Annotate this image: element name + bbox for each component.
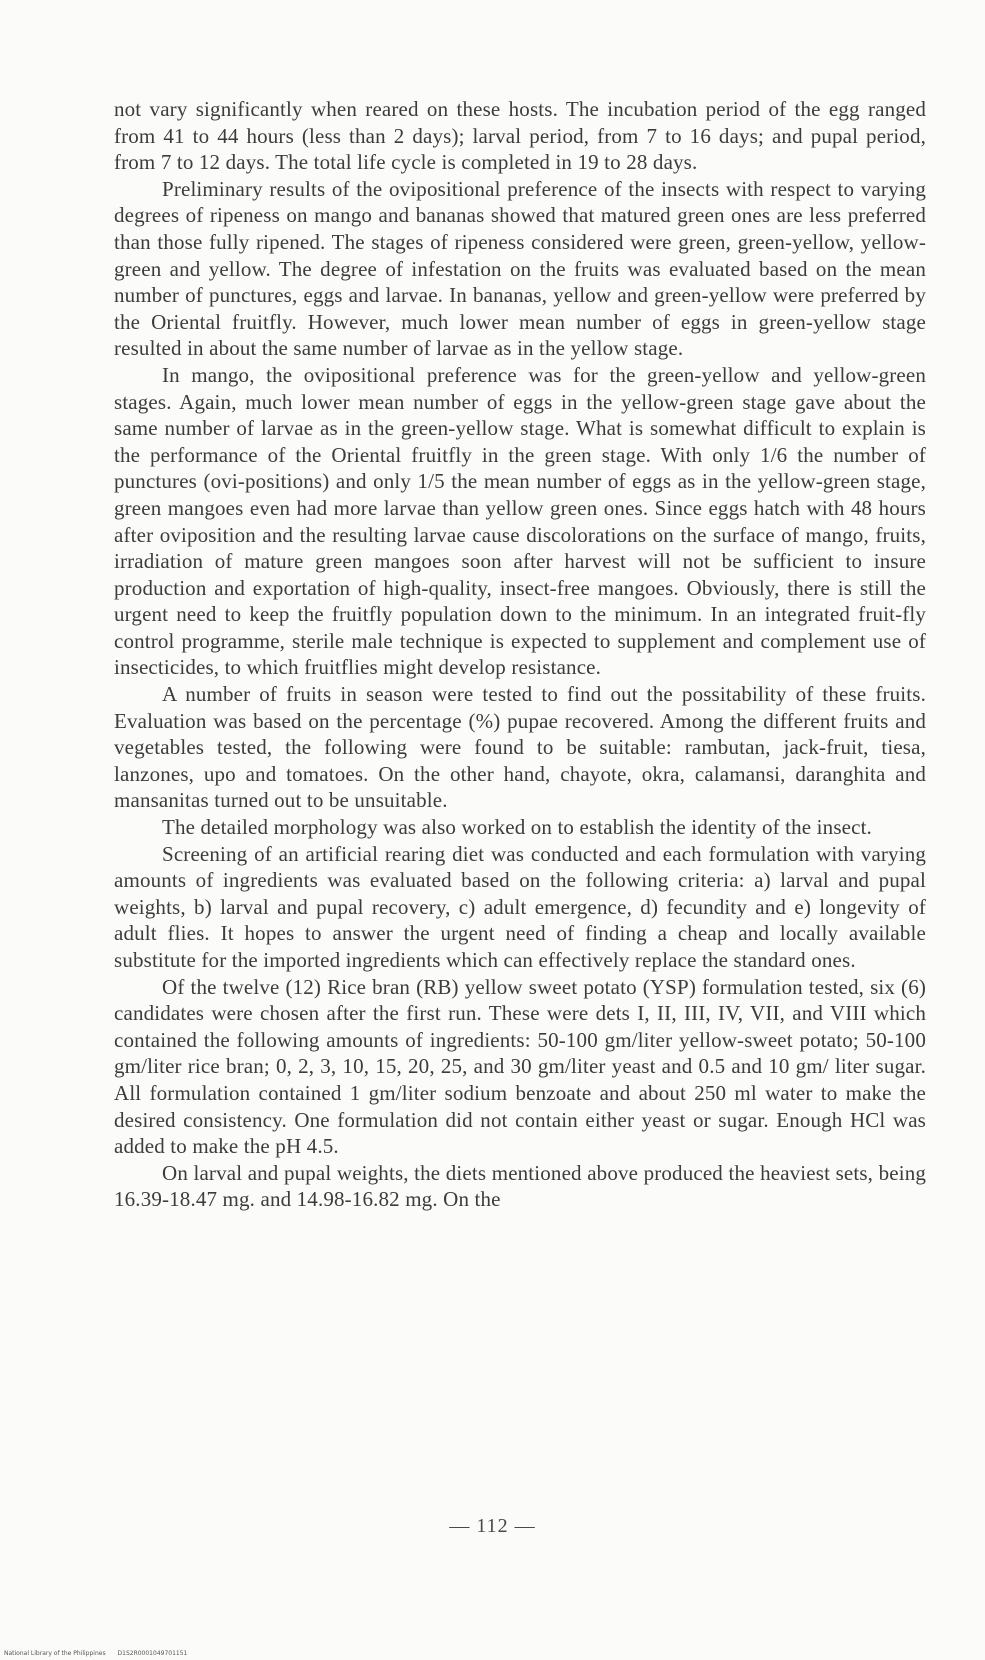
paragraph-mango-preference: In mango, the ovipositional preference was for the green-yellow and yellow-green stages. Again, much lower mean number of eggs in the yellow-green stage gave about the same number of larvae as in the green-yellow stage. What is somewhat difficult to explain is the performance of the Oriental fruitfly in the green stage. With only 1/6 the number of punctures (ovi-positions) and only 1/5 the mean number of eggs as in the yellow-green stage, green mangoes even had more larvae than yellow green ones. Since eggs hatch with 48 hours after oviposition and the resulting larvae cause discolorations on the surface of mango, fruits, irradiation of mature green mangoes soon after harvest will not be sufficient to insure production and exportation of high-quality, insect-free mangoes. Obviously, there is still the urgent need to keep the fruitfly population down to the minimum. In an integrated fruit-fly control programme, sterile male technique is expected to supplement and complement use of insecticides, to which fruitflies might develop resistance.: [114, 362, 926, 680]
page-number: — 112 —: [449, 1515, 536, 1537]
scan-footer: [4, 1650, 197, 1657]
paragraph-fruits-tested: A number of fruits in season were tested to find out the possitability of these fruits. Evaluation was based on the percentage (%) pupae recovered. Among the different fruits and vegetables tested, the following were found to be suitable: rambutan, jack-fruit, tiesa, lanzones, upo and tomatoes. On the other hand, chayote, okra, calamansi, daranghita and mansanitas turned out to be unsuitable.: [114, 682, 926, 813]
paragraph-morphology: The detailed morphology was also worked on to establish the identity of the insect.: [162, 815, 872, 840]
footer-library-credit: National Library of the Philippines: [4, 1650, 106, 1657]
paragraph-ovipositional-preference: Preliminary results of the ovipositional preference of the insects with respect to varying degrees of ripeness on mango and bananas showed that matured green ones are less preferred than those fully ripened. The stages of ripeness considered were green, green-yellow, yellow-green and yellow. The degree of infestation on the fruits was evaluated based on the mean number of punctures, eggs and larvae. In bananas, yellow and green-yellow were preferred by the Oriental fruitfly. However, much lower mean number of eggs in green-yellow stage resulted in about the same number of larvae as in the yellow stage.: [114, 176, 926, 361]
paragraph-continuation: not vary significantly when reared on these hosts. The incubation period of the egg ranged from 41 to 44 hours (less than 2 days); larval period, from 7 to 16 days; and pupal period, from 7 to 12 days. The total life cycle is completed in 19 to 28 days.: [114, 97, 926, 175]
footer-scan-id: D1S2R0001049701151: [117, 1650, 188, 1657]
paragraph-formulations: Of the twelve (12) Rice bran (RB) yellow sweet potato (YSP) formulation tested, six (6) candidates were chosen after the first run. These were dets I, II, III, IV, VII, and VIII which contained the following amounts of ingredients: 50-100 gm/liter yellow-sweet potato; 50-100 gm/liter rice bran; 0, 2, 3, 10, 15, 20, 25, and 30 gm/liter yeast and 0.5 and 10 gm/ liter sugar. All formulation contained 1 gm/liter sodium benzoate and about 250 ml water to make the desired consistency. One formulation did not contain either yeast or sugar. Enough HCl was added to make the pH 4.5.: [114, 974, 926, 1159]
paragraph-artificial-diet: Screening of an artificial rearing diet was conducted and each formulation with varying amounts of ingredients was evaluated based on the following criteria: a) larval and pupal weights, b) larval and pupal recovery, c) adult emergence, d) fecundity and e) longevity of adult flies. It hopes to answer the urgent need of finding a cheap and locally available substitute for the imported ingredients which can effectively replace the standard ones.: [114, 841, 926, 972]
paragraph-weights: On larval and pupal weights, the diets mentioned above produced the heaviest sets, being 16.39-18.47 mg. and 14.98-16.82 mg. On the: [114, 1160, 926, 1212]
body-text: [114, 96, 926, 1213]
